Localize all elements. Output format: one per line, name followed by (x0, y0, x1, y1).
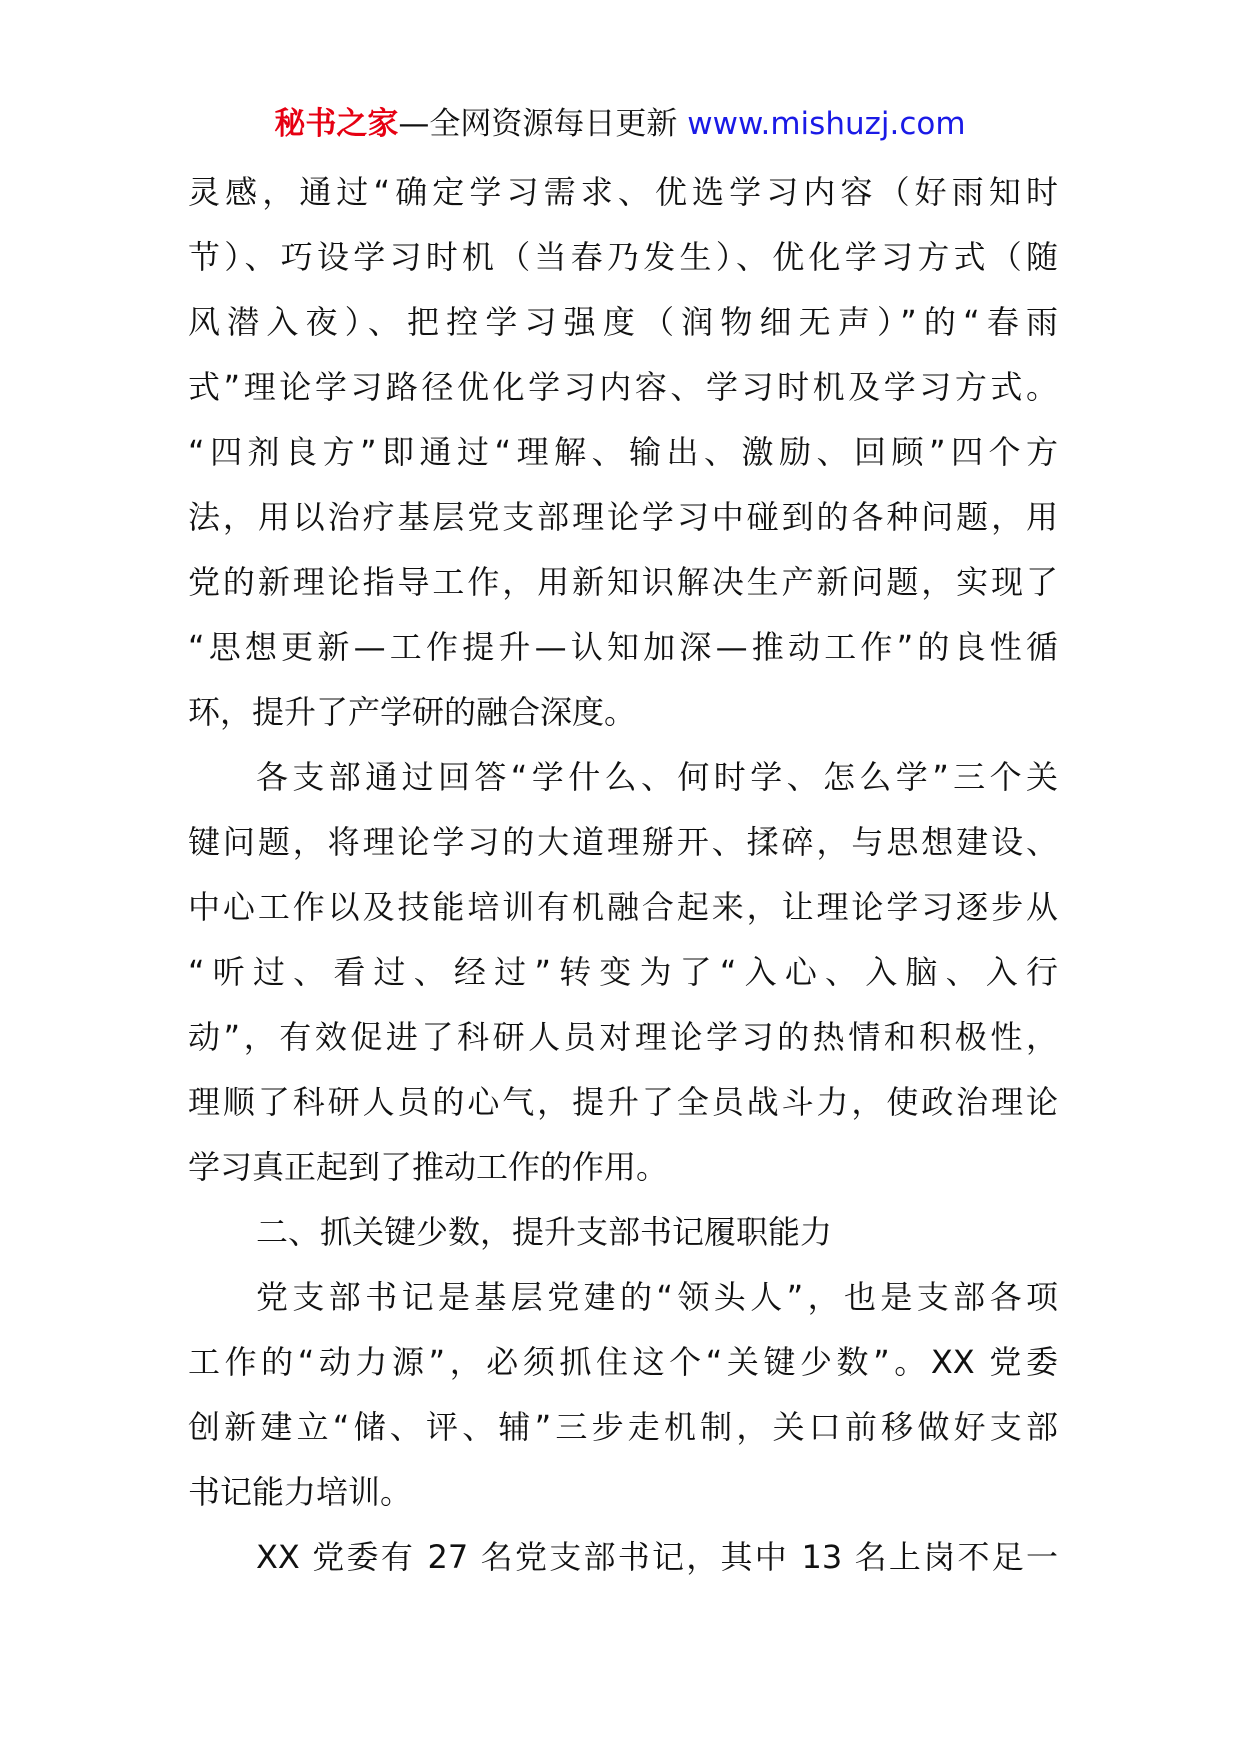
paragraph-first-line: XX 党委有 27 名党支部书记，其中 13 名上岗不足一 (256, 1538, 1058, 1576)
text-line: 学习真正起到了推动工作的作用。 (188, 1148, 669, 1186)
paragraph-first-line: 党支部书记是基层党建的“领头人”，也是支部各项 (256, 1278, 1058, 1316)
text-line: 党的新理论指导工作，用新知识解决生产新问题，实现了 (188, 563, 1058, 601)
text-line: 法，用以治疗基层党支部理论学习中碰到的各种问题，用 (188, 498, 1058, 536)
text-line: 风潜入夜）、把控学习强度（润物细无声）”的“春雨 (188, 303, 1058, 341)
section-heading: 二、抓关键少数，提升支部书记履职能力 (256, 1213, 833, 1251)
site-url-link[interactable]: www.mishuzj.com (687, 106, 966, 142)
paragraph-first-line: 各支部通过回答“学什么、何时学、怎么学”三个关 (256, 758, 1058, 796)
text-line: 工作的“动力源”，必须抓住这个“关键少数”。XX 党委 (188, 1343, 1058, 1381)
text-line: “听过、看过、经过”转变为了“入心、入脑、入行 (188, 953, 1058, 991)
document-body (188, 160, 1058, 1590)
text-line: 环，提升了产学研的融合深度。 (188, 693, 637, 731)
text-line: 式”理论学习路径优化学习内容、学习时机及学习方式。 (188, 368, 1058, 406)
text-line: 创新建立“储、评、辅”三步走机制，关口前移做好支部 (188, 1408, 1058, 1446)
text-line: 动”，有效促进了科研人员对理论学习的热情和积极性， (188, 1018, 1058, 1056)
text-line: 理顺了科研人员的心气，提升了全员战斗力，使政治理论 (188, 1083, 1058, 1121)
text-line: 书记能力培训。 (188, 1473, 413, 1511)
text-line: “思想更新—工作提升—认知加深—推动工作”的良性循 (188, 628, 1058, 666)
site-brand: 秘书之家 (274, 106, 399, 142)
text-line: 中心工作以及技能培训有机融合起来，让理论学习逐步从 (188, 888, 1058, 926)
text-line: 节）、巧设学习时机（当春乃发生）、优化学习方式（随 (188, 238, 1058, 276)
text-line: “四剂良方”即通过“理解、输出、激励、回顾”四个方 (188, 433, 1058, 471)
text-line: 键问题，将理论学习的大道理掰开、揉碎，与思想建设、 (188, 823, 1058, 861)
text-line: 灵感，通过“确定学习需求、优选学习内容（好雨知时 (188, 173, 1058, 211)
site-header (0, 103, 1240, 145)
site-tagline: —全网资源每日更新 (398, 106, 688, 142)
